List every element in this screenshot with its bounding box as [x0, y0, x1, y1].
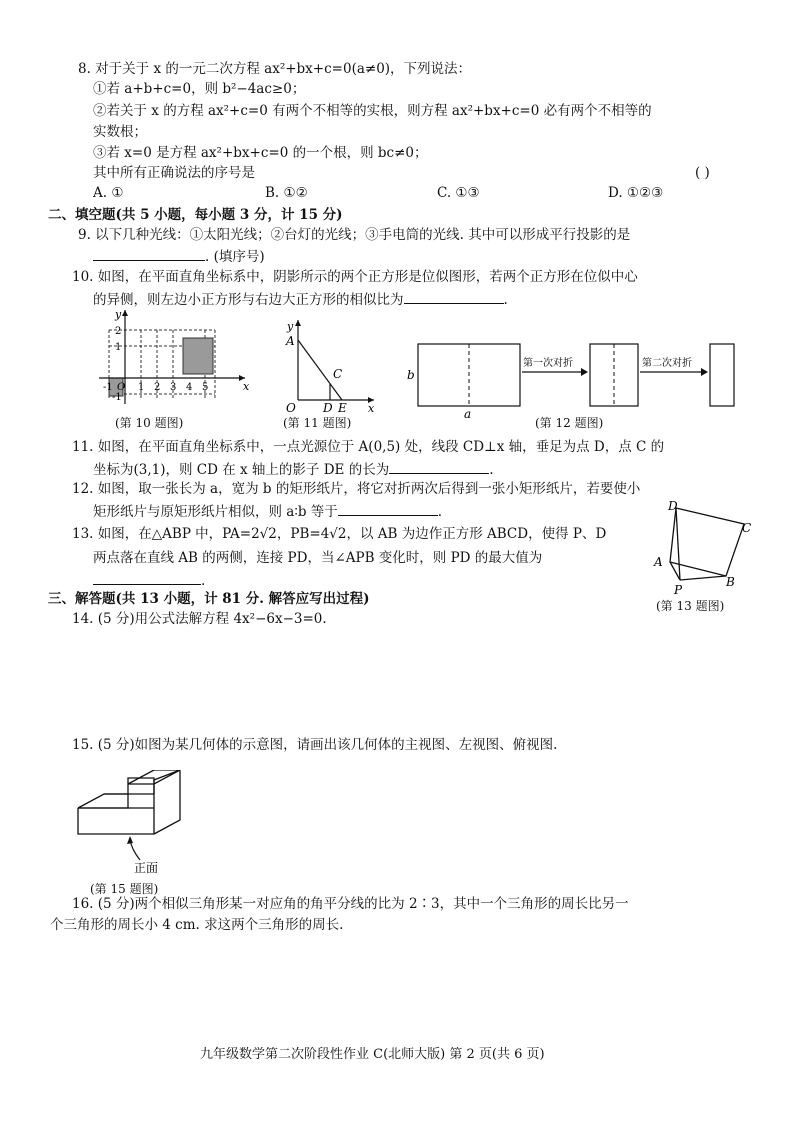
fig10-y-arrow: [122, 310, 128, 316]
fig11-label-a: A: [286, 334, 295, 348]
q9-text: 9. 以下几种光线：①太阳光线；②台灯的光线；③手电筒的光线. 其中可以形成平行投影的是: [78, 227, 631, 243]
fig15-top-low-face: [78, 794, 128, 808]
q13-text-2: 两点落在直线 AB 的两侧，连接 PD，当∠APB 变化时，则 PD 的最大值为: [93, 550, 543, 566]
section2-title: 二、填空题(共 5 小题，每小题 3 分，计 15 分): [48, 207, 343, 223]
q8-statement-1: ①若 a+b+c=0，则 b²−4ac≥0；: [93, 81, 306, 97]
fig12-caption: (第 12 题图): [535, 416, 604, 430]
q9-tail: . (填序号): [205, 249, 265, 265]
fig12-label-b: b: [407, 368, 415, 382]
fig10-coordinate-plot: [95, 308, 255, 408]
q10-tail: .: [503, 292, 508, 308]
fig15-outline: [78, 770, 180, 834]
section3-title: 三、解答题(共 13 小题，计 81 分. 解答应写出过程): [48, 591, 370, 607]
q9-blank: [93, 246, 205, 261]
fig12-fold1-label: 第一次对折: [523, 358, 573, 369]
q11-tail: .: [489, 462, 494, 478]
fig13-square-diagram: [650, 496, 760, 596]
fig10-xtick-m1: -1: [103, 382, 113, 393]
fig12-arrow-2-head: [701, 368, 708, 376]
q12-text-1: 12. 如图，取一张长为 a，宽为 b 的矩形纸片，将它对折两次后得到一张小矩形纸片，若要使小: [72, 481, 641, 497]
q11-text-2-content: 坐标为(3,1)，则 CD 在 x 轴上的影子 DE 的长为: [93, 462, 390, 478]
q13-tail: .: [201, 573, 206, 589]
q13-blank: [93, 570, 201, 585]
fig12-fold2-label: 第二次对折: [642, 358, 692, 369]
q8-answer-paren: ( ): [695, 165, 710, 181]
fig11-label-d: D: [323, 401, 333, 414]
fig15-front-arrow-head: [127, 836, 133, 844]
q10-blank: [404, 289, 504, 304]
q8-option-c: C. ①③: [437, 185, 480, 201]
fig10-y-label: y: [115, 308, 122, 321]
fig11-origin: O: [286, 401, 296, 414]
fig10-caption: (第 10 题图): [115, 416, 184, 430]
fig12-arrow-1-head: [581, 368, 588, 376]
fig10-large-square: [183, 338, 213, 374]
q12-text-2: [93, 501, 442, 521]
q8-option-d: D. ①②③: [608, 185, 664, 201]
fig13-label-p: P: [674, 583, 683, 596]
q12-blank: [338, 501, 438, 516]
fig15-solid-diagram: [70, 770, 200, 876]
q10-text-2-content: 的异侧，则左边小正方形与右边大正方形的相似比为: [93, 292, 404, 308]
fig11-y-label: y: [287, 320, 294, 333]
fig10-xtick-4: 4: [186, 382, 193, 393]
q13-answer-line: [93, 570, 205, 590]
fig11-x-label: x: [368, 402, 375, 414]
fig15-step-face: [128, 778, 154, 794]
fig13-caption: (第 13 题图): [656, 599, 725, 613]
q9-answer-line: [93, 246, 265, 266]
q8-option-a: A. ①: [93, 185, 124, 201]
fig11-caption: (第 11 题图): [283, 416, 352, 430]
q8-statement-3: ③若 x=0 是方程 ax²+bx+c=0 的一个根，则 bc≠0；: [93, 145, 428, 161]
fig10-xtick-2: 2: [154, 382, 161, 393]
fig12-folding-diagram: [404, 336, 750, 418]
fig12-label-a: a: [464, 407, 472, 418]
fig10-xtick-1: 1: [138, 382, 145, 393]
q13-text-1: 13. 如图，在△ABP 中，PA=2√2，PB=4√2，以 AB 为边作正方形 ABCD，使得 P、D: [72, 526, 607, 542]
q16-text-1: 16. (5 分)两个相似三角形某一对应角的角平分线的比为 2∶3，其中一个三角形的周长比另一: [72, 896, 629, 912]
q14-text: 14. (5 分)用公式法解方程 4x²−6x−3=0.: [72, 611, 327, 627]
fig13-label-b: B: [726, 575, 735, 589]
q8-option-b: B. ①②: [265, 185, 308, 201]
fig10-x-label: x: [243, 380, 250, 393]
fig11-y-arrow: [295, 320, 301, 326]
q12-text-2-content: 矩形纸片与原矩形纸片相似，则 a∶b 等于: [93, 504, 338, 520]
q11-blank: [389, 459, 489, 474]
q8-ask: 其中所有正确说法的序号是: [93, 165, 255, 181]
fig10-ytick-1: 1: [115, 342, 122, 353]
fig13-label-c: C: [742, 521, 752, 535]
q8-statement-2b: 实数根；: [93, 124, 147, 140]
q15-text: 15. (5 分)如图为某几何体的示意图，请画出该几何体的主视图、左视图、俯视图.: [72, 737, 558, 753]
fig11-shadow-plot: [280, 314, 380, 414]
fig13-square-abcd: [670, 508, 744, 576]
fig10-xtick-3: 3: [170, 382, 177, 393]
q11-text-2: [93, 459, 494, 479]
fig13-segment-pb: [680, 576, 726, 580]
q16-text-2: 个三角形的周长小 4 cm. 求这两个三角形的周长.: [50, 917, 344, 933]
q8-stem: 8. 对于关于 x 的一元二次方程 ax²+bx+c=0(a≠0)，下列说法：: [78, 61, 472, 77]
fig13-label-d: D: [668, 499, 678, 513]
fig13-label-a: A: [654, 555, 663, 569]
fig12-quarter-rect: [710, 344, 734, 406]
q11-text-1: 11. 如图，在平面直角坐标系中，一点光源位于 A(0,5) 处，线段 CD⊥x 轴，垂足为点 D，点 C 的: [72, 439, 665, 455]
q12-tail: .: [437, 504, 443, 520]
fig13-segment-pd: [676, 508, 680, 580]
fig15-caption: (第 15 题图): [90, 882, 159, 896]
fig10-ytick-m1: -1: [112, 392, 122, 403]
q10-text-2: [93, 289, 508, 309]
fig10-xtick-5: 5: [202, 382, 209, 393]
q10-text-1: 10. 如图，在平面直角坐标系中，阴影所示的两个正方形是位似图形，若两个正方形在位似中心: [72, 269, 638, 285]
page-footer: 九年级数学第二次阶段性作业 C(北师大版) 第 2 页(共 6 页): [200, 1047, 545, 1062]
fig11-label-e: E: [338, 401, 347, 414]
fig15-front-label: 正面: [134, 861, 159, 875]
fig10-origin: O: [117, 382, 126, 393]
fig11-label-c: C: [333, 367, 343, 381]
q8-statement-2a: ②若关于 x 的方程 ax²+c=0 有两个不相等的实根，则方程 ax²+bx+c=0 必有两个不相等的: [93, 103, 652, 119]
fig10-ytick-2: 2: [115, 326, 122, 337]
